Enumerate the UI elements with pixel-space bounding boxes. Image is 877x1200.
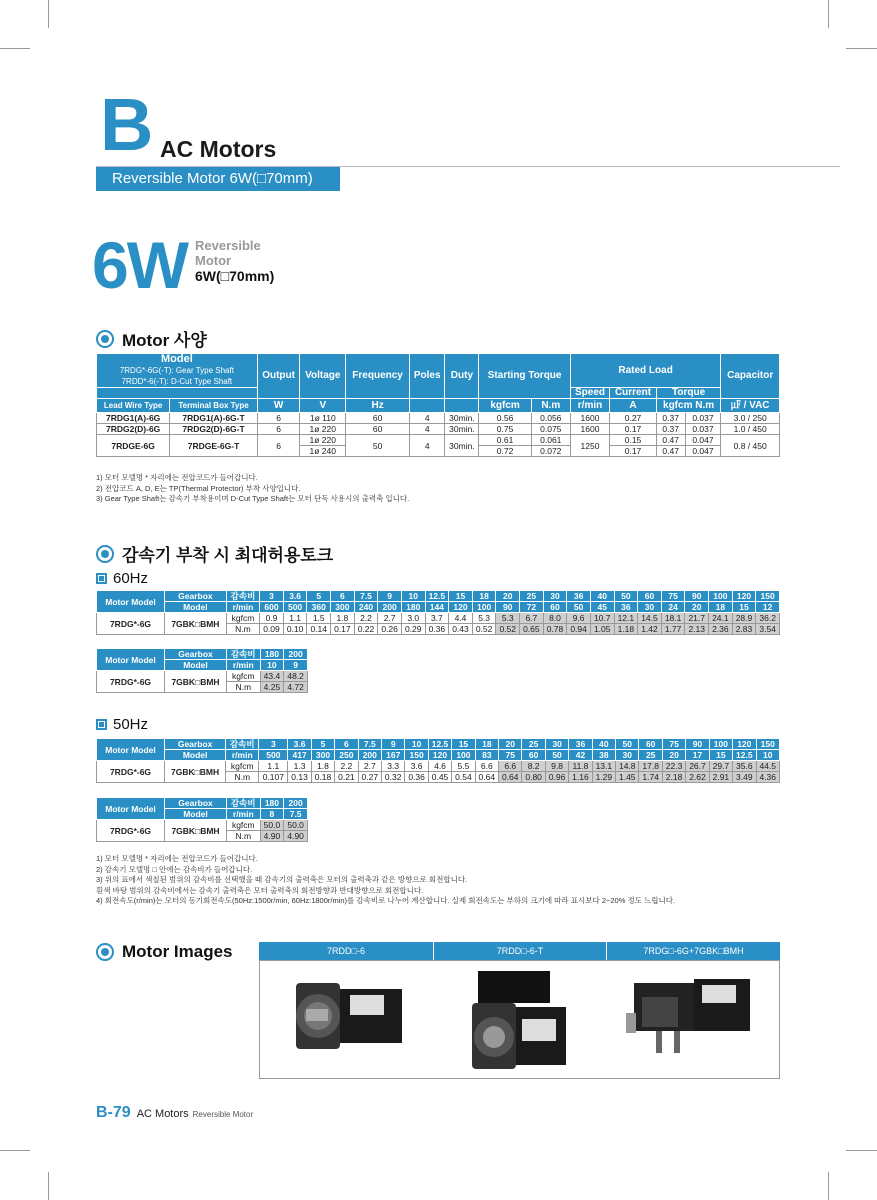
- ratio-cell: 9: [378, 591, 402, 602]
- spec-table: Model 7RDG*-6G(-T): Gear Type Shaft 7RDD*-6(-T): D-Cut Type Shaft Output Voltage Frequency Poles Duty Starting Torque Rated Load Capacitor Speed Current Torque Lead Wire Type Terminal Box Type W V Hz kgfcm N.m r/min A kgfcm N.m ㎌ / VAC 7RDG1(A)-6G 7RDG1(A)-6G-T 6 1ø 110 60 4 30min. 0.56 0.056 1600 0.27 0.37 0.037 3.0 / 250 7RDG2(D)-6G 7RDG2(D)-6G-T 6 1ø 220 60 4 30min. 0.75 0.075 1600 0.17 0.37 0.037 1.0 / 450 7RDGE-6G 7RDGE-6G-T 6 1ø 220 50 4 30min. 0.61 0.061 1250 0.15 0.47 0.047 0.8 / 450 1ø 240 0.72 0.072 0.17 0.47 0.047: [96, 353, 780, 457]
- ratio-cell: 36: [569, 739, 592, 750]
- torque-kgfcm-cell: 3.3: [382, 761, 405, 772]
- images-heading: Motor Images: [96, 942, 233, 962]
- ratio-cell: 3.6: [288, 739, 311, 750]
- product-wattage: 6W: [92, 228, 187, 302]
- torque-nm-cell: 0.52: [472, 624, 496, 635]
- torque-kgfcm-cell: 22.3: [662, 761, 685, 772]
- section-letter: B: [100, 83, 154, 166]
- torque-nm-cell: 0.54: [452, 772, 475, 783]
- ratio-cell: 15: [452, 739, 475, 750]
- ratio-cell: 3.6: [283, 591, 307, 602]
- torque-nm-cell: 2.18: [662, 772, 685, 783]
- torque-kgfcm-cell: 5.5: [452, 761, 475, 772]
- torque-nm-cell: 0.36: [405, 772, 428, 783]
- ratio-cell: 5: [307, 591, 331, 602]
- ratio-cell: 90: [686, 739, 709, 750]
- torque-kgfcm-cell: 3.7: [425, 613, 449, 624]
- torque-kgfcm-cell: 1.5: [307, 613, 331, 624]
- ratio-cell: 90: [685, 591, 709, 602]
- torque-kgfcm-cell: 8.0: [543, 613, 567, 624]
- torque-nm-cell: 4.36: [756, 772, 780, 783]
- rmin-cell: 50: [545, 750, 568, 761]
- spec-notes: 1) 모터 모델명 * 자리에는 전압코드가 들어갑니다. 2) 전압코드 A, D, E는 TP(Thermal Protector) 부착 사양입니다. 3) Gear Type Shaft는 감속기 부착용이며 D-Cut Type Shaft는 모터 단독 사용시의 출력축 입니다.: [96, 473, 410, 503]
- ratio-cell: 18: [475, 739, 498, 750]
- ratio-cell: 30: [545, 739, 568, 750]
- ratio-cell: 150: [756, 591, 780, 602]
- rmin-cell: 42: [569, 750, 592, 761]
- torque-kgfcm-cell: 12.1: [614, 613, 638, 624]
- image-caption-1: 7RDD□-6: [259, 942, 433, 960]
- torque-nm-cell: 0.107: [259, 772, 288, 783]
- torque-nm-cell: 4.25: [260, 682, 284, 693]
- rmin-cell: 200: [358, 750, 381, 761]
- ratio-cell: 30: [543, 591, 567, 602]
- torque-nm-cell: 1.74: [639, 772, 662, 783]
- torque-nm-cell: 0.52: [496, 624, 520, 635]
- ratio-cell: 25: [522, 739, 545, 750]
- rmin-cell: 75: [499, 750, 522, 761]
- torque-nm-cell: 0.17: [331, 624, 355, 635]
- torque-kgfcm-cell: 36.2: [756, 613, 780, 624]
- ratio-cell: 40: [592, 739, 615, 750]
- rmin-cell: 10: [260, 660, 284, 671]
- torque-kgfcm-cell: 1.3: [288, 761, 311, 772]
- torque-nm-cell: 1.18: [614, 624, 638, 635]
- spec-row: 7RDGE-6G 7RDGE-6G-T 6 1ø 220 50 4 30min. 0.61 0.061 1250 0.15 0.47 0.047 0.8 / 450: [97, 435, 780, 446]
- ratio-cell: 5: [311, 739, 334, 750]
- ratio-cell: 15: [449, 591, 473, 602]
- gear-heading: 감속기 부착 시 최대허용토크: [96, 541, 333, 566]
- torque-nm-cell: 1.42: [638, 624, 662, 635]
- torque-kgfcm-cell: 4.4: [449, 613, 473, 624]
- torque-nm-cell: 0.10: [283, 624, 307, 635]
- product-subtitle: Reversible Motor: [195, 238, 261, 268]
- ratio-cell: 10: [405, 739, 428, 750]
- torque-kgfcm-cell: 14.5: [638, 613, 662, 624]
- torque-nm-cell: 0.43: [449, 624, 473, 635]
- torque-nm-cell: 0.22: [354, 624, 378, 635]
- torque-kgfcm-cell: 3.0: [401, 613, 425, 624]
- torque-nm-cell: 4.90: [260, 831, 284, 842]
- ratio-cell: 6: [335, 739, 358, 750]
- torque-nm-cell: 1.45: [616, 772, 639, 783]
- rmin-cell: 30: [616, 750, 639, 761]
- ratio-cell: 200: [284, 649, 308, 660]
- ratio-cell: 12.5: [428, 739, 451, 750]
- torque-kgfcm-cell: 24.1: [709, 613, 733, 624]
- motor-image-2: [472, 971, 566, 1069]
- rmin-cell: 300: [311, 750, 334, 761]
- torque-nm-cell: 1.05: [590, 624, 614, 635]
- rmin-cell: 167: [382, 750, 405, 761]
- rmin-cell: 15: [732, 602, 756, 613]
- torque-nm-cell: 0.64: [475, 772, 498, 783]
- rmin-cell: 200: [378, 602, 402, 613]
- rmin-cell: 20: [685, 602, 709, 613]
- rmin-cell: 180: [401, 602, 425, 613]
- rmin-cell: 83: [475, 750, 498, 761]
- torque-kgfcm-cell: 2.7: [358, 761, 381, 772]
- ratio-cell: 100: [709, 739, 732, 750]
- rmin-cell: 36: [614, 602, 638, 613]
- torque-kgfcm-cell: 11.8: [569, 761, 592, 772]
- page-footer: [96, 1104, 253, 1122]
- image-caption-2: 7RDD□-6-T: [433, 942, 606, 960]
- torque-nm-cell: 0.94: [567, 624, 591, 635]
- hz60-label: 60Hz: [96, 570, 148, 587]
- torque-nm-cell: 2.36: [709, 624, 733, 635]
- ratio-cell: 75: [661, 591, 685, 602]
- spec-row: 7RDG2(D)-6G 7RDG2(D)-6G-T 6 1ø 220 60 4 30min. 0.75 0.075 1600 0.17 0.37 0.037 1.0 / 450: [97, 424, 780, 435]
- motor-model-header: Motor Model: [97, 649, 165, 671]
- rmin-cell: 500: [283, 602, 307, 613]
- rmin-cell: 12: [756, 602, 780, 613]
- rmin-cell: 120: [449, 602, 473, 613]
- rmin-cell: 360: [307, 602, 331, 613]
- torque-kgfcm-cell: 43.4: [260, 671, 284, 682]
- torque-kgfcm-cell: 5.3: [472, 613, 496, 624]
- torque-nm-cell: 0.36: [425, 624, 449, 635]
- torque-nm-cell: 0.45: [428, 772, 451, 783]
- torque-nm-cell: 0.09: [260, 624, 284, 635]
- torque-nm-cell: 2.62: [686, 772, 709, 783]
- torque-nm-cell: 0.29: [401, 624, 425, 635]
- rmin-cell: 7.5: [284, 809, 308, 820]
- ratio-cell: 50: [616, 739, 639, 750]
- torque-kgfcm-cell: 8.2: [522, 761, 545, 772]
- ratio-cell: 120: [733, 739, 756, 750]
- torque-nm-cell: 3.54: [756, 624, 780, 635]
- torque-nm-cell: 4.72: [284, 682, 308, 693]
- ratio-cell: 200: [284, 798, 308, 809]
- rmin-cell: 250: [335, 750, 358, 761]
- rmin-cell: 15: [709, 750, 732, 761]
- torque-kgfcm-cell: 2.7: [378, 613, 402, 624]
- ratio-cell: 150: [756, 739, 780, 750]
- ratio-cell: 20: [496, 591, 520, 602]
- ratio-cell: 12.5: [425, 591, 449, 602]
- torque-nm-cell: 4.90: [284, 831, 308, 842]
- ratio-cell: 60: [639, 739, 662, 750]
- torque-kgfcm-cell: 50.0: [284, 820, 308, 831]
- rmin-cell: 60: [543, 602, 567, 613]
- torque-nm-cell: 0.65: [520, 624, 544, 635]
- torque-kgfcm-cell: 1.8: [311, 761, 334, 772]
- rmin-cell: 9: [284, 660, 308, 671]
- rmin-cell: 8: [260, 809, 284, 820]
- torque-nm-cell: 1.29: [592, 772, 615, 783]
- product-size: 6W(□70mm): [195, 268, 275, 284]
- rmin-cell: 100: [452, 750, 475, 761]
- header-bar: Reversible Motor 6W(□70mm): [96, 167, 340, 191]
- ratio-cell: 180: [260, 649, 284, 660]
- torque-kgfcm-cell: 44.5: [756, 761, 780, 772]
- torque-nm-cell: 1.77: [661, 624, 685, 635]
- torque-nm-cell: 0.26: [378, 624, 402, 635]
- torque-kgfcm-cell: 6.7: [520, 613, 544, 624]
- ratio-cell: 9: [382, 739, 405, 750]
- ratio-cell: 3: [259, 739, 288, 750]
- rmin-cell: 24: [661, 602, 685, 613]
- torque-kgfcm-cell: 1.1: [259, 761, 288, 772]
- torque-kgfcm-cell: 35.6: [733, 761, 756, 772]
- rmin-cell: 25: [639, 750, 662, 761]
- torque-kgfcm-cell: 6.6: [499, 761, 522, 772]
- gear-notes: 1) 모터 모델명 * 자리에는 전압코드가 들어갑니다. 2) 감속기 모델명 □ 안에는 감속비가 들어갑니다. 3) 위의 표에서 색칠된 범위의 감속비를 선택했을 때 감속기의 출력축은 모터의 출력축과 같은 방향으로 회전합니다. 흰색 바탕 범위의 감속비에서는 감속기 출력축은 모터 출력축의 회전방향과 반대방향으로 회전합니다. 4) 회전속도(r/min)는 모터의 동기회전속도(50Hz:1500r/min, 60Hz:1800r/min)를 감속비로 나누어 계산합니다. 실제 회전속도는 부하의 크기에 따라 표시보다 2~20% 정도 느립니다.: [96, 854, 676, 905]
- rmin-cell: 38: [592, 750, 615, 761]
- gear-table-50hz: Motor Model Gearbox 감속비 3 3.6 5 6 7.5 9 10 12.5 15 18 20 25 30 36 40 50 60 75 90 100 120 150 Model r/min 500 417 300 250 200 167 150 120 100 83 75 60 50 42 38 30 25 20 17 15 12.5 10 7RDG*-6G 7GBK□BMH kgfcm 1.1 1.3 1.8 2.2 2.7 3.3 3.6 4.6 5.5 6.6 6.6 8.2 9.8 11.8 13.1 14.8 17.8 22.3 26.7 29.7 35.6 44.5 N.m 0.107 0.13 0.18 0.21 0.27 0.32 0.36 0.45 0.54 0.64 0.64 0.80 0.96 1.16 1.29 1.45 1.74 2.18 2.62 2.91 3.49 4.36: [96, 738, 780, 783]
- torque-kgfcm-cell: 13.1: [592, 761, 615, 772]
- rmin-cell: 45: [590, 602, 614, 613]
- ratio-cell: 7.5: [358, 739, 381, 750]
- torque-nm-cell: 0.96: [545, 772, 568, 783]
- torque-nm-cell: 0.32: [382, 772, 405, 783]
- target-icon: [96, 545, 114, 563]
- ratio-cell: 50: [614, 591, 638, 602]
- ratio-cell: 180: [260, 798, 284, 809]
- torque-nm-cell: 0.18: [311, 772, 334, 783]
- rmin-cell: 72: [520, 602, 544, 613]
- torque-nm-cell: 0.80: [522, 772, 545, 783]
- torque-kgfcm-cell: 4.6: [428, 761, 451, 772]
- ratio-cell: 18: [472, 591, 496, 602]
- section-title: AC Motors: [160, 136, 277, 162]
- torque-kgfcm-cell: 50.0: [260, 820, 284, 831]
- torque-kgfcm-cell: 0.9: [260, 613, 284, 624]
- torque-kgfcm-cell: 1.1: [283, 613, 307, 624]
- motor-model-header: Motor Model: [97, 591, 165, 613]
- image-caption-3: 7RDG□-6G+7GBK□BMH: [606, 942, 780, 960]
- rmin-cell: 50: [567, 602, 591, 613]
- torque-kgfcm-cell: 10.7: [590, 613, 614, 624]
- motor-image-1: [296, 983, 402, 1049]
- rmin-cell: 10: [756, 750, 780, 761]
- ratio-cell: 7.5: [354, 591, 378, 602]
- torque-nm-cell: 2.13: [685, 624, 709, 635]
- gear-table-60hz-extra: Motor Model Gearbox 감속비 180 200 Model r/min 10 9 7RDG*-6G 7GBK□BMH kgfcm 43.4 48.2 N.m 4.25 4.72: [96, 648, 308, 693]
- rmin-cell: 100: [472, 602, 496, 613]
- torque-kgfcm-cell: 5.3: [496, 613, 520, 624]
- rmin-cell: 240: [354, 602, 378, 613]
- gear-table-60hz: Motor Model Gearbox 감속비 3 3.6 5 6 7.5 9 10 12.5 15 18 20 25 30 36 40 50 60 75 90 100 120 150 Model r/min 600 500 360 300 240 200 180 144 120 100 90 72 60 50 45 36 30 24 20 18 15 12 7RDG*-6G 7GBK□BMH kgfcm 0.9 1.1 1.5 1.8 2.2 2.7 3.0 3.7 4.4 5.3 5.3 6.7 8.0 9.6 10.7 12.1 14.5 18.1 21.7 24.1 28.9 36.2 N.m 0.09 0.10 0.14 0.17 0.22 0.26 0.29 0.36 0.43 0.52 0.52 0.65 0.78 0.94 1.05 1.18 1.42 1.77 2.13 2.36 2.83 3.54: [96, 590, 780, 635]
- torque-kgfcm-cell: 18.1: [661, 613, 685, 624]
- ratio-cell: 3: [260, 591, 284, 602]
- spec-row: 1ø 240 0.72 0.072 0.17 0.47 0.047: [97, 446, 780, 457]
- rmin-cell: 600: [260, 602, 284, 613]
- rmin-cell: 300: [331, 602, 355, 613]
- torque-nm-cell: 1.16: [569, 772, 592, 783]
- rmin-cell: 30: [638, 602, 662, 613]
- torque-kgfcm-cell: 6.6: [475, 761, 498, 772]
- torque-kgfcm-cell: 9.8: [545, 761, 568, 772]
- motor-image-3: [626, 979, 750, 1053]
- gear-table-50hz-extra: Motor Model Gearbox 감속비 180 200 Model r/min 8 7.5 7RDG*-6G 7GBK□BMH kgfcm 50.0 50.0 N.m 4.90 4.90: [96, 797, 308, 842]
- ratio-cell: 6: [331, 591, 355, 602]
- rmin-cell: 18: [709, 602, 733, 613]
- square-icon: [96, 573, 107, 584]
- torque-nm-cell: 0.27: [358, 772, 381, 783]
- motor-model-header: Motor Model: [97, 739, 165, 761]
- ratio-cell: 120: [732, 591, 756, 602]
- ratio-cell: 20: [499, 739, 522, 750]
- target-icon: [96, 943, 114, 961]
- torque-kgfcm-cell: 26.7: [686, 761, 709, 772]
- torque-kgfcm-cell: 3.6: [405, 761, 428, 772]
- page-number: B-79: [96, 1104, 131, 1121]
- torque-kgfcm-cell: 17.8: [639, 761, 662, 772]
- rmin-cell: 144: [425, 602, 449, 613]
- footer-subtext: Reversible Motor: [192, 1110, 254, 1119]
- torque-kgfcm-cell: 9.6: [567, 613, 591, 624]
- rmin-cell: 20: [662, 750, 685, 761]
- ratio-cell: 75: [662, 739, 685, 750]
- torque-kgfcm-cell: 1.8: [331, 613, 355, 624]
- spec-heading: Motor 사양: [96, 326, 207, 351]
- rmin-cell: 60: [522, 750, 545, 761]
- spec-row: 7RDG1(A)-6G 7RDG1(A)-6G-T 6 1ø 110 60 4 30min. 0.56 0.056 1600 0.27 0.37 0.037 3.0 / 250: [97, 413, 780, 424]
- torque-kgfcm-cell: 14.8: [616, 761, 639, 772]
- torque-nm-cell: 2.83: [732, 624, 756, 635]
- rmin-cell: 90: [496, 602, 520, 613]
- ratio-cell: 60: [638, 591, 662, 602]
- rmin-cell: 12.5: [733, 750, 756, 761]
- ratio-cell: 25: [520, 591, 544, 602]
- rmin-cell: 417: [288, 750, 311, 761]
- footer-text: AC Motors: [136, 1108, 189, 1120]
- torque-kgfcm-cell: 48.2: [284, 671, 308, 682]
- rmin-cell: 17: [686, 750, 709, 761]
- torque-kgfcm-cell: 21.7: [685, 613, 709, 624]
- torque-nm-cell: 2.91: [709, 772, 732, 783]
- ratio-cell: 40: [590, 591, 614, 602]
- torque-nm-cell: 0.64: [499, 772, 522, 783]
- ratio-cell: 10: [401, 591, 425, 602]
- motor-model-header: Motor Model: [97, 798, 165, 820]
- torque-nm-cell: 0.78: [543, 624, 567, 635]
- ratio-cell: 100: [709, 591, 733, 602]
- motor-images: [259, 960, 780, 1079]
- rmin-cell: 120: [428, 750, 451, 761]
- rmin-cell: 500: [259, 750, 288, 761]
- torque-nm-cell: 0.21: [335, 772, 358, 783]
- torque-kgfcm-cell: 29.7: [709, 761, 732, 772]
- target-icon: [96, 330, 114, 348]
- rmin-cell: 150: [405, 750, 428, 761]
- torque-kgfcm-cell: 2.2: [354, 613, 378, 624]
- torque-kgfcm-cell: 28.9: [732, 613, 756, 624]
- square-icon: [96, 719, 107, 730]
- torque-nm-cell: 0.14: [307, 624, 331, 635]
- hz50-label: 50Hz: [96, 716, 148, 733]
- torque-kgfcm-cell: 2.2: [335, 761, 358, 772]
- torque-nm-cell: 3.49: [733, 772, 756, 783]
- torque-nm-cell: 0.13: [288, 772, 311, 783]
- ratio-cell: 36: [567, 591, 591, 602]
